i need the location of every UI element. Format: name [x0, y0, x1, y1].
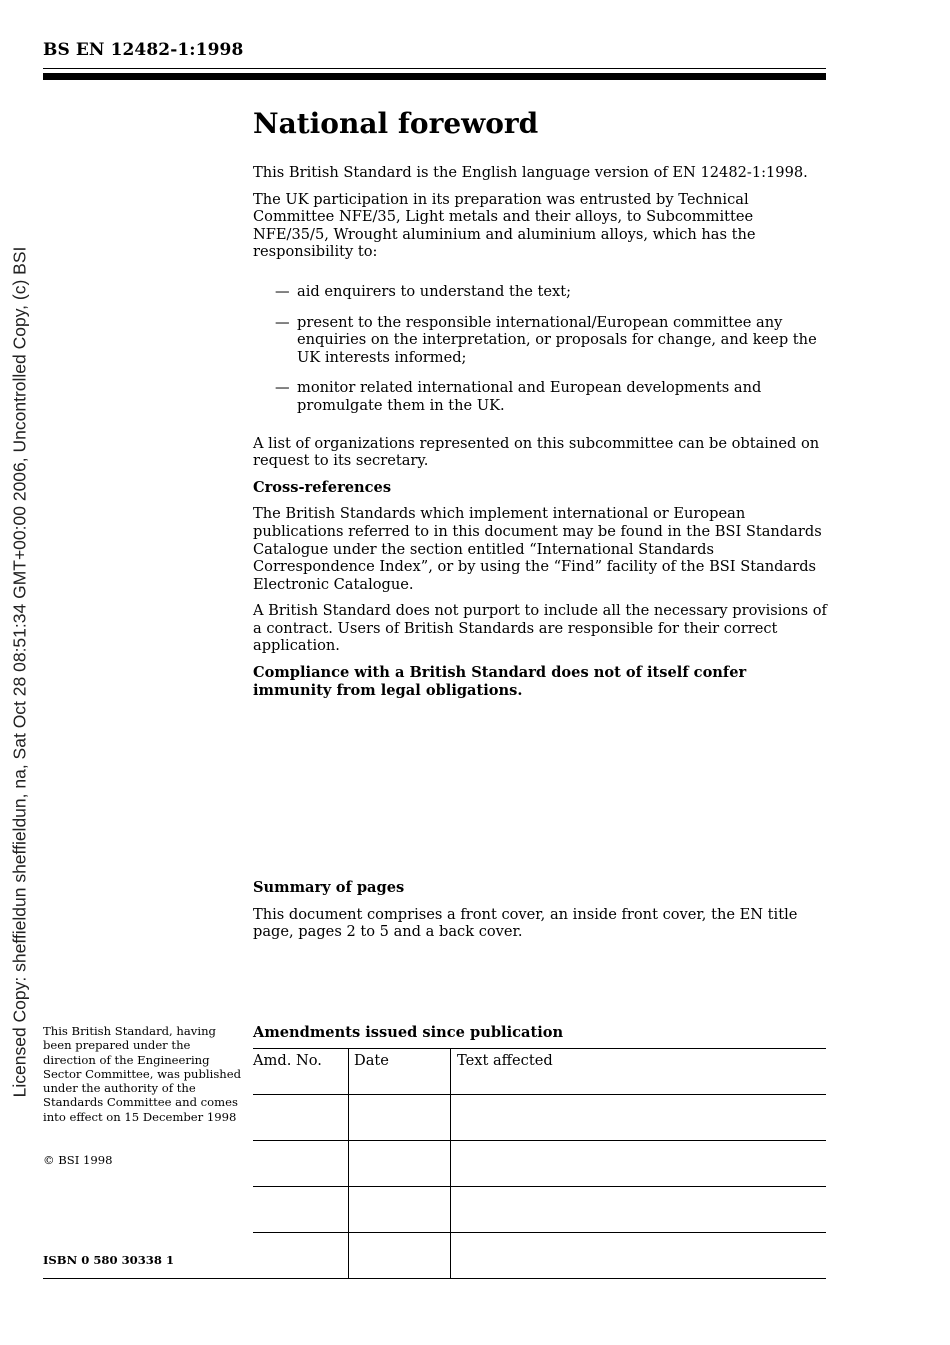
column-header-date: Date	[349, 1049, 451, 1095]
table-row	[253, 1233, 826, 1279]
list-item	[253, 314, 828, 367]
header-rule-thick	[43, 73, 826, 80]
table-cell	[451, 1187, 827, 1233]
table-cell	[451, 1141, 827, 1187]
table-cell	[253, 1187, 349, 1233]
copyright-notice: © BSI 1998	[43, 1153, 113, 1167]
participation-paragraph: The UK participation in its preparation was entrusted by Technical Committee NFE/35, Light metals and their alloys, to Subcommittee NFE/35/5, Wrought aluminium and aluminium alloys, which has the responsibility to:	[253, 190, 756, 261]
table-cell	[253, 1233, 349, 1279]
table-header-row	[253, 1049, 826, 1095]
responsibility-list	[253, 283, 828, 415]
list-item	[253, 283, 828, 301]
intro-paragraph: This British Standard is the English language version of EN 12482-1:1998.	[253, 164, 808, 181]
table-cell	[349, 1095, 451, 1141]
list-item	[253, 379, 828, 414]
table-cell	[253, 1141, 349, 1187]
summary-of-pages	[253, 879, 828, 950]
list-item-text: present to the responsible international/European committee any enquiries on the interpretation, or proposals for change, and keep the UK interests informed;	[297, 313, 817, 366]
list-item-text: monitor related international and European developments and promulgate them in the UK.	[297, 379, 762, 414]
table-row	[253, 1095, 826, 1141]
list-item-text: aid enquirers to understand the text;	[297, 282, 572, 300]
summary-heading: Summary of pages	[253, 879, 405, 896]
compliance-statement: Compliance with a British Standard does not of itself confer immunity from legal obligations.	[253, 664, 747, 699]
isbn: ISBN 0 580 30338 1	[43, 1253, 175, 1267]
cross-references-paragraph: The British Standards which implement international or European publications referred to in this document may be found in the BSI Standards Catalogue under the section entitled “International Standards Correspondence Index”, or by using the “Find” facility of the BSI Standards Electronic Catalogue.	[253, 505, 822, 593]
column-header-amd-no: Amd. No.	[253, 1049, 349, 1095]
dash-bullet: —	[275, 313, 290, 331]
table-cell	[451, 1233, 827, 1279]
watermark-text: Licensed Copy: sheffieldun sheffieldun, na, Sat Oct 28 08:51:34 GMT+00:00 2006, Uncontrolled Copy, (c) BSI	[9, 246, 30, 1098]
header-rule-thin	[43, 68, 826, 69]
amendments-table	[253, 1048, 826, 1279]
table-cell	[253, 1095, 349, 1141]
table-row	[253, 1141, 826, 1187]
footer-rule	[43, 1278, 826, 1279]
document-id: BS EN 12482-1:1998	[43, 40, 244, 60]
table-cell	[349, 1233, 451, 1279]
national-foreword	[253, 106, 828, 708]
provisions-paragraph: A British Standard does not purport to include all the necessary provisions of a contract. Users of British Standards are responsible for their correct application.	[253, 602, 827, 655]
cross-references-heading: Cross-references	[253, 478, 392, 496]
publication-note: This British Standard, having been prepared under the direction of the Engineering Sector Committee, was published under the authority of the Standards Committee and comes into effect on 15 December 1998	[43, 1024, 242, 1124]
table-cell	[451, 1095, 827, 1141]
page-title: National foreword	[253, 107, 539, 140]
dash-bullet: —	[275, 379, 290, 397]
column-header-text-affected: Text affected	[451, 1049, 827, 1095]
amendments-heading: Amendments issued since publication	[253, 1024, 564, 1041]
table-cell	[349, 1141, 451, 1187]
table-row	[253, 1187, 826, 1233]
organizations-paragraph: A list of organizations represented on this subcommittee can be obtained on request to its secretary.	[253, 434, 820, 470]
table-cell	[349, 1187, 451, 1233]
summary-paragraph: This document comprises a front cover, an inside front cover, the EN title page, pages 2 to 5 and a back cover.	[253, 905, 798, 941]
dash-bullet: —	[275, 282, 290, 300]
